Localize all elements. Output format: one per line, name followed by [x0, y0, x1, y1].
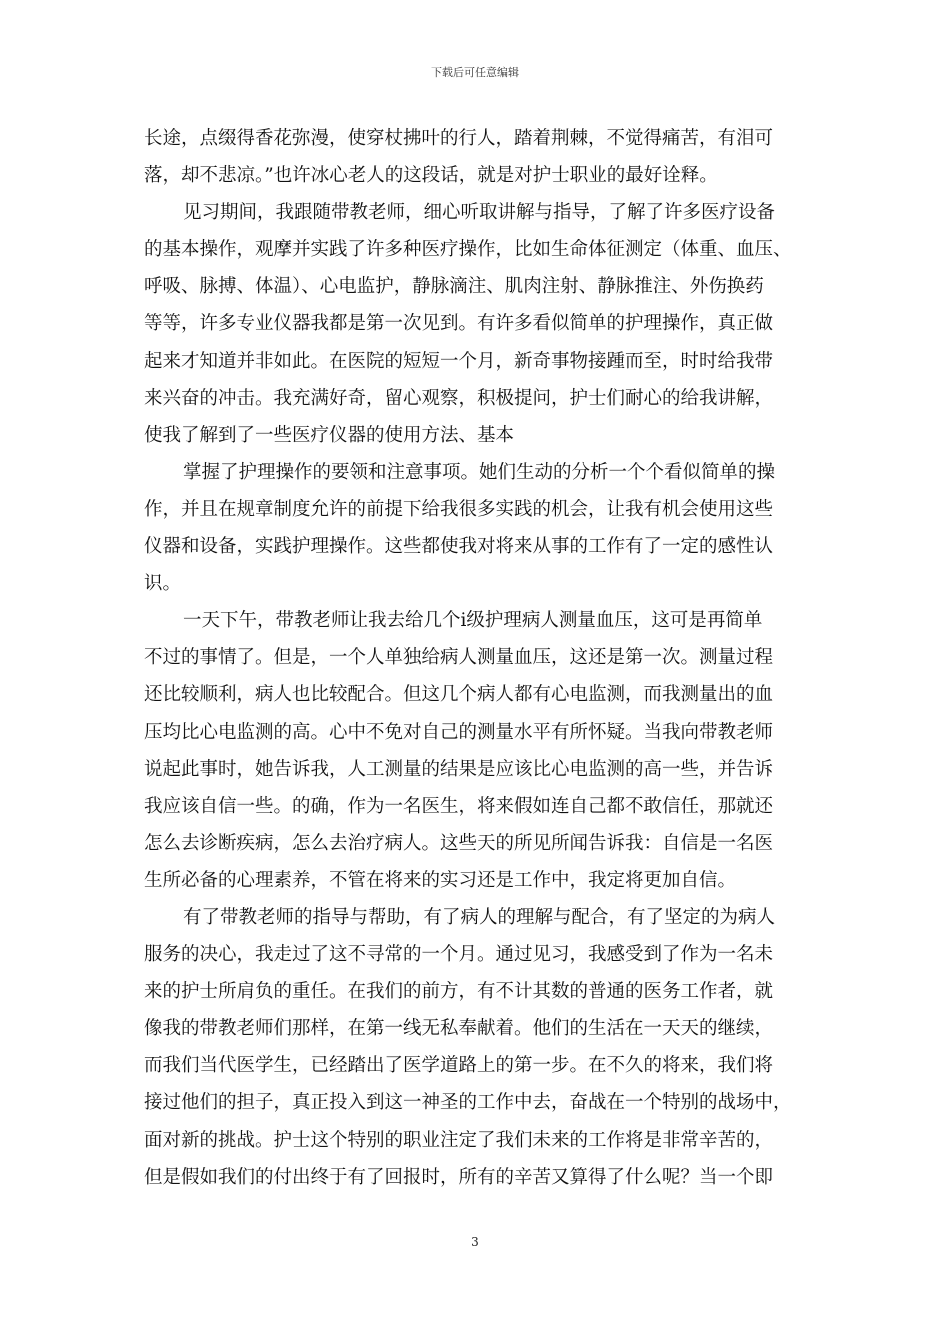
text-line: 但是假如我们的付出终于有了回报时，所有的辛苦又算得了什么呢？当一个即 [144, 1166, 774, 1188]
text-line: 有了带教老师的指导与帮助，有了病人的理解与配合，有了坚定的为病人 [183, 906, 776, 928]
text-line: 见习期间，我跟随带教老师，细心听取讲解与指导，了解了许多医疗设备 [183, 202, 776, 224]
text-line: 压均比心电监测的高。心中不免对自己的测量水平有所怀疑。当我向带教老师 [144, 721, 774, 743]
text-line: 使我了解到了一些医疗仪器的使用方法、基本 [144, 424, 515, 446]
text-line: 作，并且在规章制度允许的前提下给我很多实践的机会，让我有机会使用这些 [144, 498, 774, 520]
text-line: 呼吸、脉搏、体温）、心电监护，静脉滴注、肌肉注射、静脉推注、外伤换药 [144, 276, 764, 298]
text-line: 来的护士所肩负的重任。在我们的前方，有不计其数的普通的医务工作者，就 [144, 981, 774, 1003]
text-line: 像我的带教老师们那样，在第一线无私奉献着。他们的生活在一天天的继续， [144, 1018, 774, 1040]
text-line: 一天下午，带教老师让我去给几个ⅰ级护理病人测量血压，这可是再简单 [183, 610, 763, 632]
text-line: 还比较顺利，病人也比较配合。但这几个病人都有心电监测，而我测量出的血 [144, 684, 774, 706]
text-line: 起来才知道并非如此。在医院的短短一个月，新奇事物接踵而至，时时给我带 [144, 350, 774, 372]
page-header: 下载后可任意编辑 [431, 66, 519, 79]
text-line: 面对新的挑战。护士这个特别的职业注定了我们未来的工作将是非常辛苦的， [144, 1129, 774, 1151]
text-line: 说起此事时，她告诉我，人工测量的结果是应该比心电监测的高一些，并告诉 [144, 758, 774, 780]
text-line: 来兴奋的冲击。我充满好奇，留心观察，积极提问，护士们耐心的给我讲解， [144, 387, 774, 409]
text-line: 服务的决心，我走过了这不寻常的一个月。通过见习，我感受到了作为一名未 [144, 944, 774, 966]
text-line: 落，却不悲凉。”也许冰心老人的这段话，就是对护士职业的最好诠释。 [144, 165, 718, 187]
document-body [144, 120, 808, 1196]
text-line: 长途，点缀得香花弥漫，使穿杖拂叶的行人，踏着荆棘，不觉得痛苦，有泪可 [144, 128, 774, 149]
text-line: 而我们当代医学生，已经踏出了医学道路上的第一步。在不久的将来，我们将 [144, 1055, 774, 1077]
text-line: 等等，许多专业仪器我都是第一次见到。有许多看似简单的护理操作，真正做 [144, 313, 774, 335]
text-line: 仪器和设备，实践护理操作。这些都使我对将来从事的工作有了一定的感性认 [144, 536, 774, 558]
text-line: 的基本操作，观摩并实践了许多种医疗操作，比如生命体征测定（体重、血压、 [144, 239, 792, 261]
text-line: 生所必备的心理素养，不管在将来的实习还是工作中，我定将更加自信。 [144, 869, 737, 891]
text-line: 不过的事情了。但是，一个人单独给病人测量血压，这还是第一次。测量过程 [144, 647, 774, 669]
page-number: 3 [471, 1235, 479, 1249]
text-line: 接过他们的担子，真正投入到这一神圣的工作中去，奋战在一个特别的战场中， [144, 1092, 792, 1114]
text-line: 识。 [144, 573, 182, 595]
text-line: 掌握了护理操作的要领和注意事项。她们生动的分析一个个看似简单的操 [183, 461, 776, 483]
text-line: 怎么去诊断疾病，怎么去治疗病人。这些天的所见所闻告诉我：自信是一名医 [144, 832, 774, 854]
text-line: 我应该自信一些。的确，作为一名医生，将来假如连自己都不敢信任，那就还 [144, 795, 774, 817]
